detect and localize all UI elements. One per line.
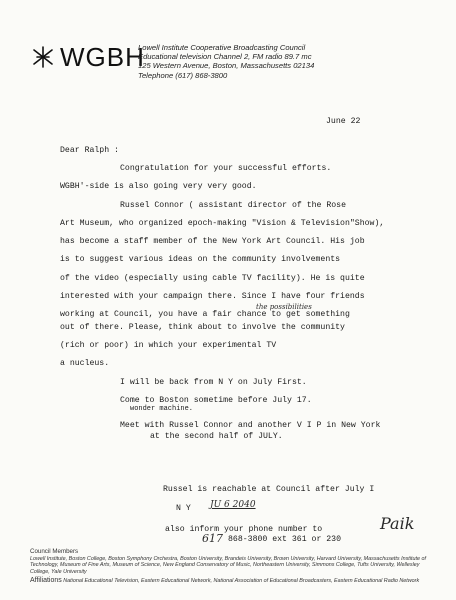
body-line: has become a staff member of the New York Art Council. His job xyxy=(60,237,365,246)
wgbh-tree-icon xyxy=(30,44,56,70)
body-line: a nucleus. xyxy=(60,359,110,368)
body-line: is to suggest various ideas on the community involvements xyxy=(60,255,341,264)
body-line: Russel is reachable at Council after July I xyxy=(163,485,375,494)
body-line: Art Museum, who organized epoch-making "Vision & Television"Show), xyxy=(60,219,385,228)
letterhead-line: Lowell Institute Cooperative Broadcasting Council xyxy=(138,43,306,52)
letterhead-line: 125 Western Avenue, Boston, Massachusetts 02134 xyxy=(138,61,315,71)
body-line: WGBH'-side is also going very very good. xyxy=(60,182,257,191)
council-members xyxy=(30,549,440,575)
body-line: Come to Boston sometime before July 17. xyxy=(120,396,317,405)
body-line: also inform your phone number to xyxy=(165,525,323,534)
affiliations-text: National Educational Television, Eastern Educational Network, National Association of Educational Broadcasters, Eastern Educational Radio Network xyxy=(63,578,420,584)
council-text: Lowell Institute, Boston College, Boston Symphony Orchestra, Boston University, Brandeis University, Brown University, Harvard University, Massachusetts Institute of Technology, Museum of Fine Arts, Museum of Science, New England Conservatory of Music, Northeastern University, Simmons College, Tufts University, Wellesley College, Yale University xyxy=(30,555,426,575)
affiliations-label: Affiliations xyxy=(30,577,62,584)
body-line: (rich or poor) in which your experimental TV xyxy=(60,341,282,350)
body-line: of the video (especially using cable TV facility). He is quite xyxy=(60,274,365,283)
body-line: interested with your campaign there. Since I have four friends xyxy=(60,292,365,301)
handwritten-area-code: 617 xyxy=(202,532,223,545)
body-line: Congratulation for your successful efforts. xyxy=(120,164,332,173)
letterhead-line: Telephone (617) 868-3800 xyxy=(138,70,228,80)
handwritten-date: JU 6 2040 xyxy=(210,500,256,510)
body-line: 868-3800 ext 361 or 230 xyxy=(228,535,342,544)
letterhead-line: Educational television Channel 2, FM radio 89.7 mc xyxy=(138,52,312,62)
body-line: N Y xyxy=(176,504,191,513)
letter-date: June 22 xyxy=(326,117,361,126)
body-line: wonder machine. xyxy=(130,405,194,413)
body-line: out of there. Please, think about to involve the community xyxy=(60,323,345,332)
body-line: working at Council, you have a fair chance to get something xyxy=(60,310,350,319)
council-label: Council Members xyxy=(30,548,79,555)
salutation: Dear Ralph : xyxy=(60,146,119,155)
affiliations xyxy=(30,578,440,585)
body-line: I will be back from N Y on July First. xyxy=(120,378,307,387)
handwritten-insert: the possibilities xyxy=(256,303,312,311)
signature: Paik xyxy=(380,514,415,533)
wgbh-logo-text: WGBH xyxy=(60,42,145,72)
body-line: Russel Connor ( assistant director of the Rose xyxy=(120,201,347,210)
body-line: at the second half of JULY. xyxy=(150,432,283,441)
body-line: Meet with Russel Connor and another V I P in New York xyxy=(120,421,381,430)
letterhead-address xyxy=(138,43,438,80)
